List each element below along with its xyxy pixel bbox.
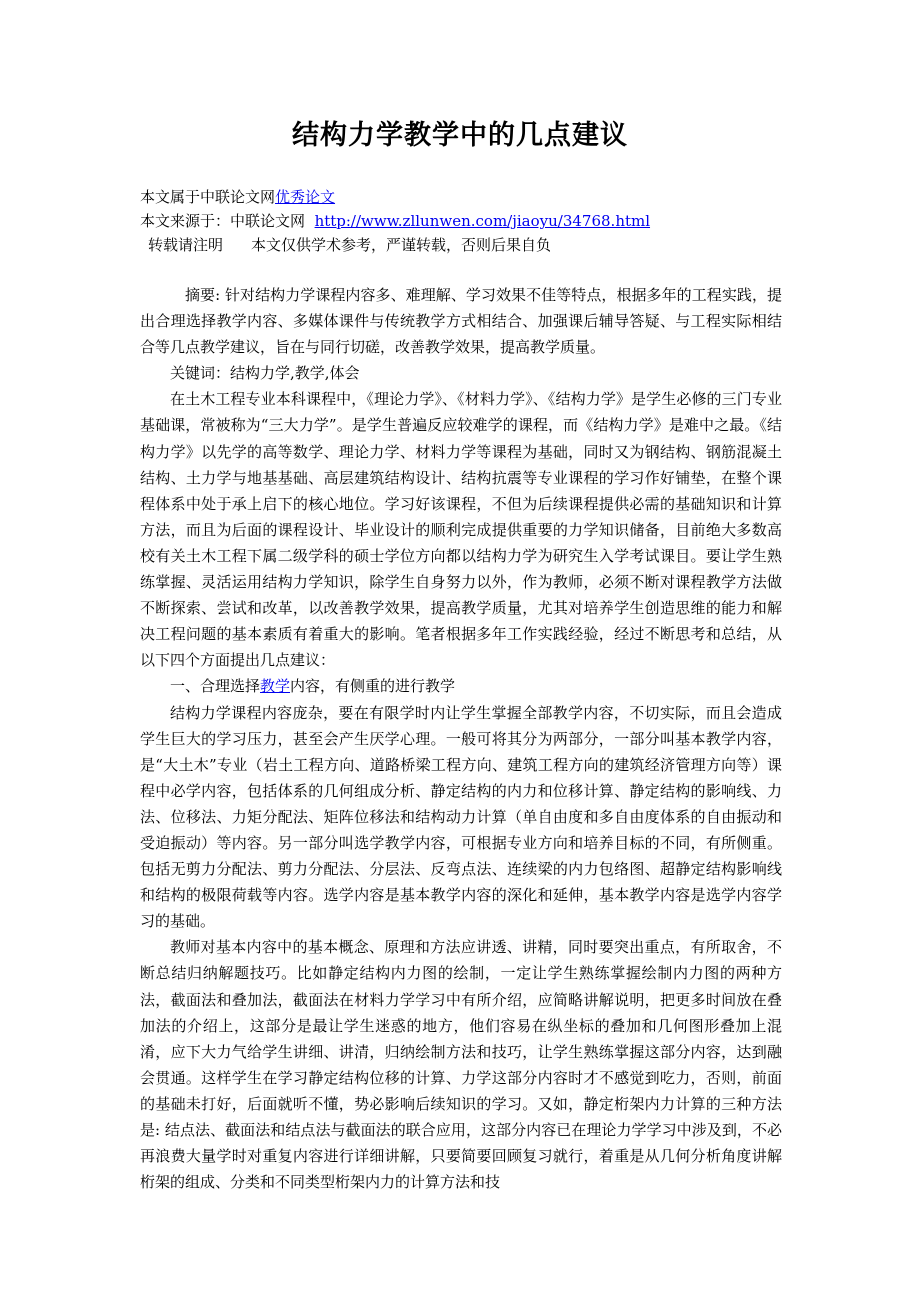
origin-url-link[interactable]: http://www.zllunwen.com/jiaoyu/34768.html <box>314 212 651 230</box>
content-paragraph-1: 结构力学课程内容庞杂，要在有限学时内让学生掌握全部教学内容，不切实际，而且会造成学生巨大的学习压力，甚至会产生厌学心理。一般可将其分为两部分，一部分叫基本教学内容，是“大土木”专业（岩土工程方向、道路桥梁工程方向、建筑工程方向的建筑经济管理方向等）课程中必学内容，包括体系的几何组成分析、静定结构的内力和位移计算、静定结构的影响线、力法、位移法、力矩分配法、矩阵位移法和结构动力计算（单自由度和多自由度体系的自由振动和受迫振动）等内容。另一部分叫选学教学内容，可根据专业方向和培养目标的不同，有所侧重。包括无剪力分配法、剪力分配法、分层法、反弯点法、连续梁的内力包络图、超静定结构影响线和结构的极限荷载等内容。选学内容是基本教学内容的深化和延伸，基本教学内容是选学内容学习的基础。 <box>140 703 782 931</box>
section-1-prefix: 一、合理选择 <box>170 677 261 696</box>
excellent-paper-link[interactable]: 优秀论文 <box>275 188 336 206</box>
notice-line <box>148 233 788 257</box>
intro-paragraph: 在土木工程专业本科课程中，《理论力学》、《材料力学》、《结构力学》是学生必修的三门专业基础课，常被称为“三大力学”。是学生普遍反应较难学的课程，而《结构力学》是难中之最。《结构力学》以先学的高等数学、理论力学、材料力学等课程为基础，同时又为钢结构、钢筋混凝土结构、土力学与地基基础、高层建筑结构设计、结构抗震等专业课程的学习作好铺垫，在整个课程体系中处于承上启下的核心地位。学习好该课程，不但为后续课程提供必需的基础知识和计算方法，而且为后面的课程设计、毕业设计的顺利完成提供重要的力学知识储备，目前绝大多数高校有关土木工程下属二级学科的硕士学位方向都以结构力学为研究生入学考试课目。要让学生熟练掌握、灵活运用结构力学知识，除学生自身努力以外，作为教师，必须不断对课程教学方法做不断探索、尝试和改革，以改善教学效果，提高教学质量，尤其对培养学生创造思维的能力和解决工程问题的基本素质有着重大的影响。笔者根据多年工作实践经验，经过不断思考和总结，从以下四个方面提出几点建议： <box>140 390 782 670</box>
notice-text: 本文仅供学术参考，严谨转载，否则后果自负 <box>251 236 552 254</box>
page-title: 结构力学教学中的几点建议 <box>292 120 628 151</box>
section-1-heading <box>140 673 782 699</box>
teaching-link[interactable]: 教学 <box>260 677 291 696</box>
article-body <box>140 282 782 1195</box>
keywords-paragraph: 关键词：结构力学,教学,体会 <box>170 364 360 383</box>
abstract-paragraph: 摘要: 针对结构力学课程内容多、难理解、学习效果不佳等特点，根据多年的工程实践，提出合理选择教学内容、多媒体课件与传统教学方式相结合、加强课后辅导答疑、与工程实际相结合等几点教学建议，旨在与同行切磋，改善教学效果，提高教学质量。 <box>140 286 782 357</box>
source-prefix: 本文属于中联论文网 <box>140 188 276 206</box>
notice-label: 转载请注明 <box>148 236 224 254</box>
origin-line <box>140 209 780 233</box>
section-1-suffix: 内容，有侧重的进行教学 <box>290 677 456 696</box>
source-line <box>140 185 780 209</box>
origin-label: 本文来源于：中联论文网 <box>140 212 306 230</box>
content-paragraph-2: 教师对基本内容中的基本概念、原理和方法应讲透、讲精，同时要突出重点，有所取舍，不断总结归纳解题技巧。比如静定结构内力图的绘制，一定让学生熟练掌握绘制内力图的两种方法，截面法和叠加法，截面法在材料力学学习中有所介绍，应简略讲解说明，把更多时间放在叠加法的介绍上，这部分是最让学生迷惑的地方，他们容易在纵坐标的叠加和几何图形叠加上混淆，应下大力气给学生讲细、讲清，归纳绘制方法和技巧，让学生熟练掌握这部分内容，达到融会贯通。这样学生在学习静定结构位移的计算、力学这部分内容时才不感觉到吃力，否则，前面的基础未打好，后面就听不懂，势必影响后续知识的学习。又如，静定桁架内力计算的三种方法是: 结点法、截面法和结点法与截面法的联合应用，这部分内容已在理论力学学习中涉及到，不必再浪费大量学时对重复内容进行详细讲解，只要简要回顾复习就行，着重是从几何分析角度讲解桁架的组成、分类和不同类型桁架内力的计算方法和技 <box>140 938 782 1192</box>
